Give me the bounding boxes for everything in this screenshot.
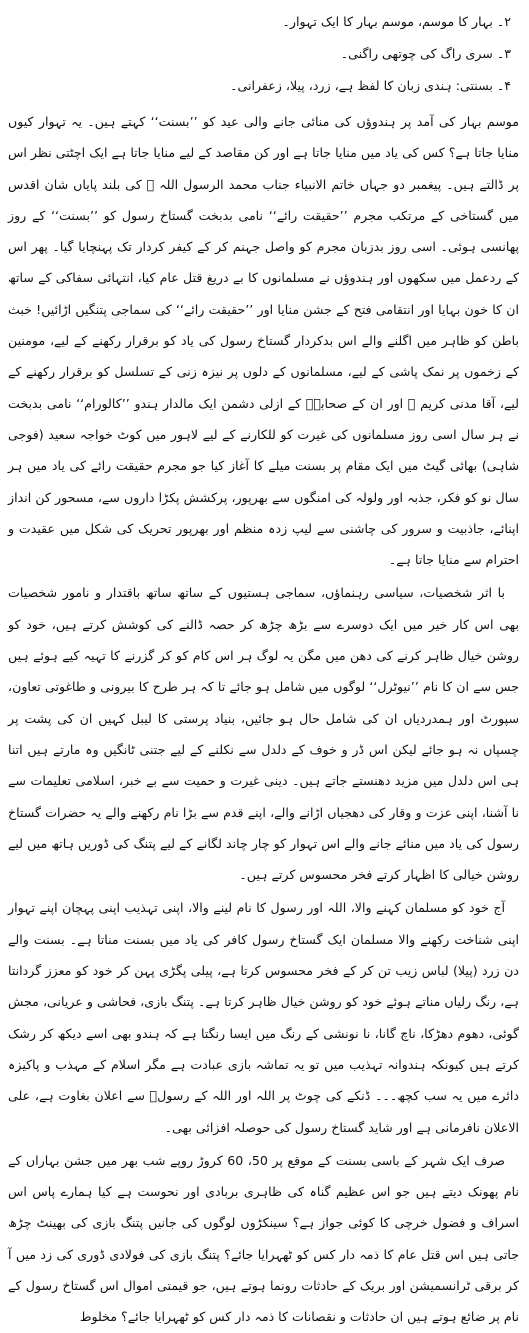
list-item: ۴۔ بسنتی: ہندی زبان کا لفظ ہے، زرد، پیلا، زعفرانی۔ — [230, 78, 511, 93]
paragraph-basant-origin: موسم بہار کی آمد پر ہندوؤں کی منائی جانے والی عید کو ’’بسنت‘‘ کہتے ہیں۔ یہ تہوار کیوں منایا جاتا ہے؟ کس کی یاد میں منایا جاتا ہے اور کن مقاصد کے لیے منایا جاتا ہے ایک اچٹتی نظر اس پر ڈالتے ہیں۔ پیغمبر دو جہاں خاتم الانبیاء جناب محمد الرسول اللہ ﷺ کی بلند پایاں شان اقدس میں گستاخی کے مرتکب مجرم ’’حقیقت رائے‘‘ نامی بدبخت گستاخ رسول کو ’’بسنت‘‘ کے روز پھانسی ہوئی۔ اسی روز بدزبان مجرم کو واصل جہنم کر کے کیفر کردار تک پہنچایا گیا۔ پھر اس کے ردعمل میں سکھوں اور ہندوؤں نے مسلمانوں کا بے دریغ قتل عام کیا، انتہائی سفاکی کے ساتھ ان کا خون بہایا اور انتقامی فتح کے جشن منایا اور ’’حقیقت رائے‘‘ کی سماجی پتنگیں اڑائیں! خبث باطن کو ظاہر میں اگلنے والے اس بدکردار گستاخ رسول کی یاد کو برقرار رکھنے کے لیے، مومنین کے زخموں پر نمک پاشی کے لیے، مسلمانوں کے دلوں پر نیزہ زنی کے تسلسل کو برقرار رکھنے کے لیے، آقا مدنی کریم ﷺ اور ان کے صحابہؓ کے ازلی دشمن ایک مالدار ہندو ’’کالورام‘‘ نامی بدبخت نے ہر سال اسی روز مسلمانوں کی غیرت کو للکارنے کے لیے لاہور میں کوٹ خواجہ سعید (فوجی شاہی) بھائی گیٹ میں ایک مقام پر بسنت میلے کا آغاز کیا جو مجرم حقیقت رائے کی یاد میں ہر سال نو کو فکر، جذبہ اور ولولہ کی امنگوں سے بھرپور، پرکشش پکڑا داروں سے، مسحور کن انداز اپنائے، جاذبیت و سرور کی چاشنی سے لیپ زدہ منظم اور بھرپور تحریک کی شکل میں عقیدت و احترام سے منایا جاتا ہے۔ — [8, 114, 519, 568]
paragraph-extravagance: صرف ایک شہر کے باسی بسنت کے موقع پر 50، 60 کروڑ روپے شب بھر میں جشن بہاراں کے نام پھونک دیتے ہیں جو اس عظیم گناہ کی ظاہری بربادی اور نحوست ہے کیا ہمارے پاس اس اسراف و فضول خرچی کا کوئی جواز ہے؟ سینکڑوں لوگوں کی جانیں پتنگ بازی کی بھینٹ چڑھ جاتی ہیں اس قتل عام کا ذمہ دار کس کو ٹھہرایا جائے؟ پتنگ بازی کی فولادی ڈوری کی زد میں آ کر برقی ٹرانسمیشن اور بریک کے حادثات رونما ہوتے ہیں، جو قیمتی اموال اس گستاخ رسول کے نام پر ضائع ہوتے ہیں ان حادثات و نقصانات کا ذمہ دار کس کو ٹھہرایا جائے؟ مخلوط — [8, 1152, 519, 1325]
paragraph-muslim-celebration: آج خود کو مسلمان کہنے والا، اللہ اور رسول کا نام لینے والا، اپنی تہذیب اپنی پہچان اپنے تہوار اپنی شناخت رکھنے والا مسلمان ایک گستاخ رسول کافر کی یاد میں بسنت مناتا ہے۔ بسنت والے دن زرد (پیلا) لباس زیب تن کر کے فخر محسوس کرتا ہے، پیلی پگڑی پہن کر خود کو معزز گردانتا ہے، رنگ رلیاں مناتے ہوئے خود کو روشن خیال ظاہر کرتا ہے۔ پتنگ بازی، فحاشی و عریانی، مجش گوئی، دھوم دھڑکا، ناچ گانا، نا نونشی کے رنگ میں ایسا رنگتا ہے کہ ہندو بھی اسے دیکھ کر رشک کرتے ہیں کیونکہ ہندوانہ تہذیب میں تو یہ تماشہ بازی عبادت ہے مگر اسلام کے مہذب و پاکیزہ دائرے میں یہ سب کچھ۔۔۔ ڈنکے کی چوٹ پر اللہ اور اللہ کے رسولؐ سے اعلان بغاوت ہے، علی الاعلان نافرمانی ہے اور شاید گستاخ رسول کی حوصلہ افزائی بھی۔ — [8, 900, 519, 1135]
paragraph-influential-persons: با اثر شخصیات، سیاسی رہنماؤں، سماجی ہستیوں کے ساتھ ساتھ باقتدار و نامور شخصیات بھی اس کار خیر میں ایک دوسرے سے بڑھ چڑھ کر حصہ ڈالنے کی کوشش کرتے ہیں، خود کو روشن خیال ظاہر کرنے کی دھن میں مگن یہ لوگ ہر اس کام کو کر گزرنے کا تہیہ کیے ہوئے ہیں جس سے ان کا نام ’’نیوٹرل‘‘ لوگوں میں شامل ہو جائے تا کہ ہر طرح کا بیرونی و طاغوتی تعاون، سپورٹ اور ہمدردیاں ان کی شامل حال ہو جائیں، بنیاد پرستی کا لیبل کہیں ان کی پشت پر چسپاں نہ ہو جائے لیکن اس ڈر و خوف کے دلدل سے نکلنے کے لیے جتنی ٹانگیں وہ مارتے ہیں اتنا ہی اس دلدل میں مزید دھنستے جاتے ہیں۔ دینی غیرت و حمیت سے بے خبر، اسلامی تعلیمات سے نا آشنا، اپنی عزت و وقار کی دھجیاں اڑانے والے، اپنے قدم سے بڑا نام رکھنے والے یہ حضرات گستاخ رسول کی یاد میں منائے جانے والے اس تہوار کو چار چاند لگانے کے لیے پتنگ کی ڈوریں ہاتھ میں لیے روشن خیالی کا اظہار کرتے فخر محسوس کرتے ہیں۔ — [8, 585, 519, 883]
definition-list — [8, 6, 519, 102]
list-item: ۳۔ سری راگ کی چوتھی راگنی۔ — [340, 46, 511, 61]
list-item: ۲۔ بہار کا موسم، موسم بہار کا ایک تہوار۔ — [282, 14, 511, 29]
